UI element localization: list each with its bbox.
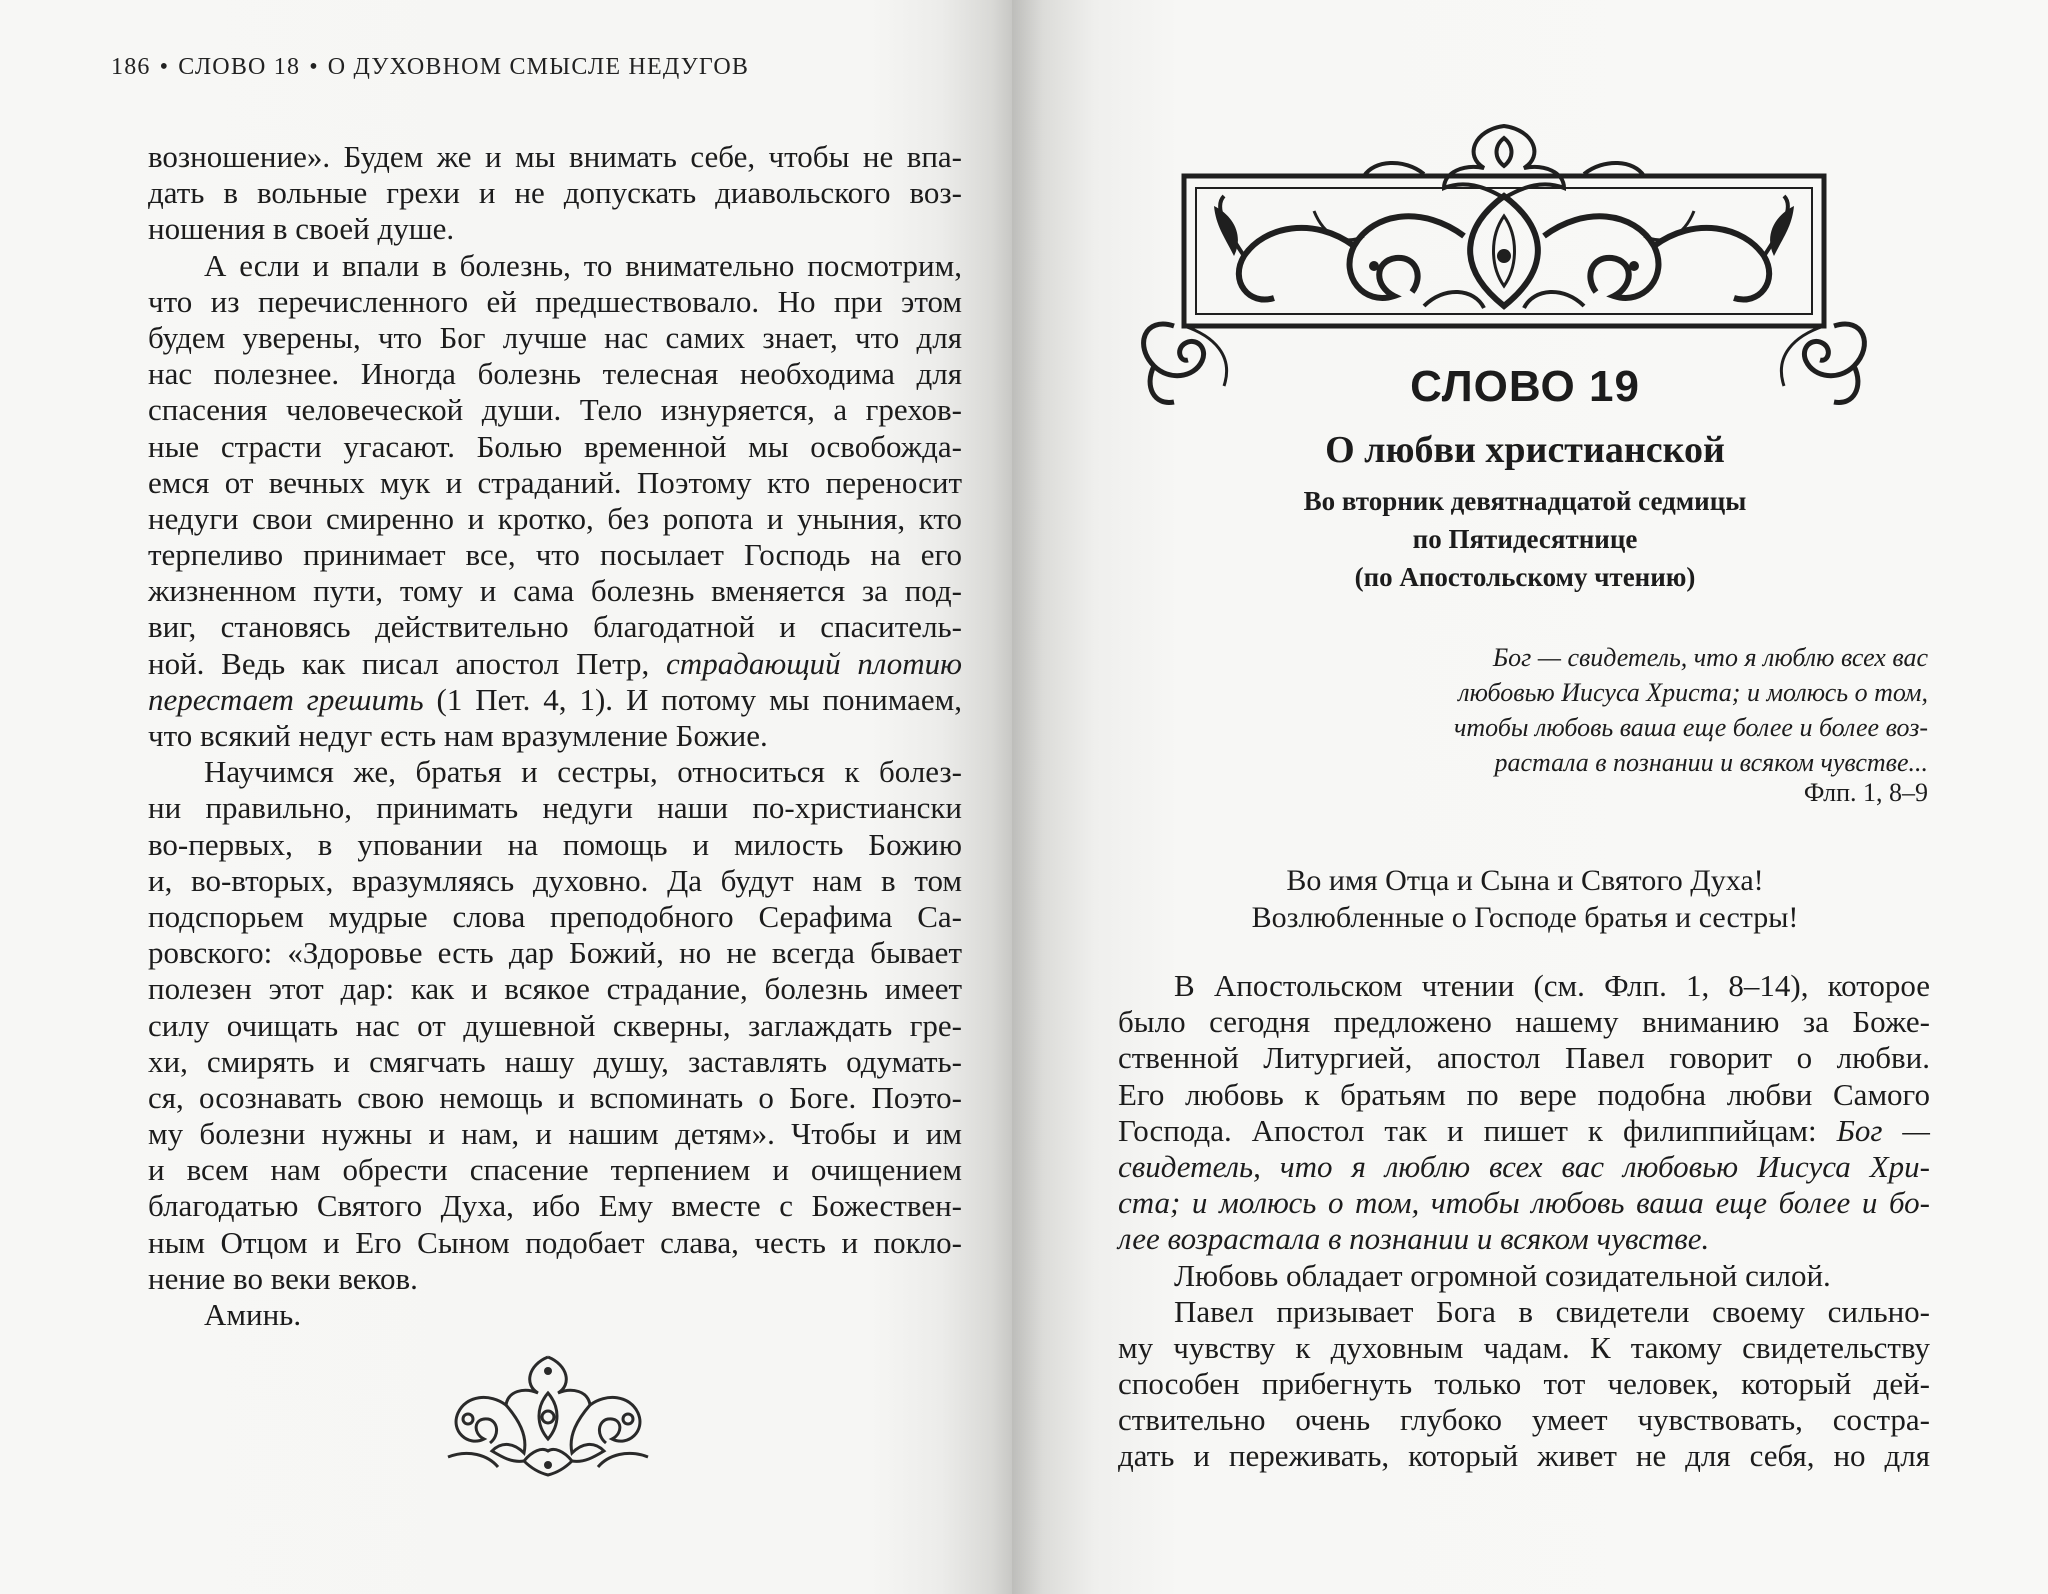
chapter-title: СЛОВО 19 xyxy=(1410,362,1640,411)
text-line: му болезни нужны и нам, и нашим детям». Чтобы и им xyxy=(148,1116,962,1152)
text-line: во-первых, в уповании на помощь и милость Божию xyxy=(148,826,962,862)
quote-fragment: свидетель, что я люблю всех вас любовью Иисуса Хри- xyxy=(1118,1148,1930,1184)
text-line: ся, осознавать свою немощь и вспоминать о Боге. Поэто- xyxy=(148,1079,962,1115)
text-line: благодатью Святого Духа, ибо Ему вместе с Божествен- xyxy=(148,1188,962,1224)
greeting-line: Во имя Отца и Сына и Святого Духа! xyxy=(1286,864,1764,897)
text-line: недуги свои смиренно и кротко, без ропота и уныния, кто xyxy=(148,500,962,536)
text-line: дать и переживать, который живет не для себя, но для xyxy=(1118,1438,1930,1474)
text-line: емся от вечных мук и страданий. Поэтому кто переносит xyxy=(148,464,962,500)
greeting xyxy=(1150,862,1900,936)
left-page xyxy=(0,0,1012,1594)
text-line: что всякий недуг есть нам вразумление Божие. xyxy=(148,718,768,753)
running-head-title: О ДУХОВНОМ СМЫСЛЕ НЕДУГОВ xyxy=(327,54,750,80)
quote-fragment: ста; и молюсь о том, чтобы любовь ваша еще более и бо- xyxy=(1118,1185,1930,1221)
text-line: Любовь обладает огромной созидательной силой. xyxy=(1174,1257,1831,1293)
text-line: и всем нам обрести спасение терпением и очищением xyxy=(148,1152,962,1188)
epigraph-line: Бог — свидетель, что я люблю всех вас xyxy=(1492,643,1928,672)
text-line xyxy=(148,682,962,718)
right-body-text xyxy=(1118,968,1930,1475)
text-line xyxy=(148,646,962,682)
text-line: Павел призывает Бога в свидетели своему сильно- xyxy=(1174,1293,1930,1329)
text-line: ным Отцом и Его Сыном подобает слава, честь и покло- xyxy=(148,1224,962,1260)
chapter-subtitle: О любви христианской xyxy=(1325,429,1725,471)
text-line: ствительно очень глубоко умеет чувствовать, сострa- xyxy=(1118,1402,1930,1438)
text-line: В Апостольском чтении (см. Флп. 1, 8–14), которое xyxy=(1174,968,1930,1003)
text-fragment: ной. Ведь как писал апостол Петр, xyxy=(148,645,650,681)
text-line: подспорьем мудрые слова преподобного Серафима Са- xyxy=(148,898,962,934)
text-fragment: Господа. Апостол так и пишет к филиппийцам: xyxy=(1118,1112,1817,1148)
occasion-line: по Пятидесятнице xyxy=(1412,524,1638,554)
epigraph-line: любовью Иисуса Христа; и молюсь о том, xyxy=(1458,678,1928,707)
text-line xyxy=(1118,1113,1930,1149)
text-line: терпеливо принимает все, что посылает Господь на его xyxy=(148,537,962,573)
end-ornament-icon xyxy=(428,1347,668,1482)
chapter-occasion xyxy=(1150,482,1900,596)
text-line: будем уверены, что Бог лучше нас самих знает, что для xyxy=(148,319,962,355)
text-line: А если и впали в болезнь, то внимательно посмотрим, xyxy=(204,247,962,283)
text-line: ственной Литургией, апостол Павел говорит о любви. xyxy=(1118,1040,1930,1076)
epigraph-line: чтобы любовь ваша еще более и более воз- xyxy=(1454,713,1928,742)
running-head-chapter: СЛОВО 18 xyxy=(178,54,301,80)
page-number: 186 xyxy=(111,54,151,80)
quote-fragment: Бог — xyxy=(1836,1112,1930,1148)
text-line: ни правильно, принимать недуги наши по-христиански xyxy=(148,790,962,826)
epigraph xyxy=(1454,640,1928,780)
text-line: му чувству к духовным чадам. К такому свидетельству xyxy=(1118,1329,1930,1365)
text-line: виг, становясь действительно благодатной и спаситель- xyxy=(148,609,962,645)
occasion-line: Во вторник девятнадцатой седмицы xyxy=(1303,486,1747,516)
epigraph-line: растала в познании и всяком чувстве... xyxy=(1494,748,1928,777)
greeting-line: Возлюбленные о Господе братья и сестры! xyxy=(1251,901,1799,934)
text-line: Научимся же, братья и сестры, относиться к болез- xyxy=(204,754,962,790)
quote-fragment: лее возрастала в познании и всяком чувстве. xyxy=(1118,1221,1710,1257)
text-line: хи, смирять и смягчать нашу душу, заставлять одумать- xyxy=(148,1043,962,1079)
text-line: спасения человеческой души. Тело изнуряется, а грехов- xyxy=(148,392,962,428)
text-line: жизненном пути, тому и сама болезнь вменяется за под- xyxy=(148,573,962,609)
running-head: 186 • СЛОВО 18 • О ДУХОВНОМ СМЫСЛЕ НЕДУГОВ xyxy=(111,54,750,80)
text-line: и, во-вторых, вразумляясь духовно. Да будут нам в том xyxy=(148,862,962,898)
text-line: возношение». Будем же и мы внимать себе, чтобы не впа- xyxy=(148,139,962,174)
occasion-line: (по Апостольскому чтению) xyxy=(1354,562,1696,592)
text-line: нение во веки веков. xyxy=(148,1260,418,1296)
text-line: нас полезнее. Иногда болезнь телесная необходима для xyxy=(148,356,962,392)
amen: Аминь. xyxy=(204,1297,302,1332)
text-line: способен прибегнуть только тот человек, который дей- xyxy=(1118,1366,1930,1402)
text-line xyxy=(1118,1221,1930,1257)
text-line: ношения в своей душе. xyxy=(148,211,455,247)
quote-fragment: перестает грешить xyxy=(148,681,424,717)
text-line: полезен этот дар: как и всякое страдание, болезнь имеет xyxy=(148,971,962,1007)
text-line: дать в вольные грехи и не допускать диавольского воз- xyxy=(148,175,962,211)
text-line: Его любовь к братьям по вере подобна любви Самого xyxy=(1118,1076,1930,1112)
text-line: ровского: «Здоровье есть дар Божий, но не всегда бывает xyxy=(148,935,962,971)
text-line: силу очищать нас от душевной скверны, заглаждать гре- xyxy=(148,1007,962,1043)
quote-fragment: страдающий плотию xyxy=(666,645,963,681)
text-line xyxy=(1118,1185,1930,1221)
epigraph-reference: Флп. 1, 8–9 xyxy=(1803,778,1928,807)
text-line: что из перечисленного ей предшествовало. Но при этом xyxy=(148,283,962,319)
left-body-text xyxy=(148,139,962,1333)
text-line: было сегодня предложено нашему вниманию за Боже- xyxy=(1118,1004,1930,1040)
text-line: ные страсти угасают. Болью временной мы освобожда- xyxy=(148,428,962,464)
text-fragment: (1 Пет. 4, 1). И потому мы понимаем, xyxy=(436,681,963,717)
text-line xyxy=(1118,1149,1930,1185)
